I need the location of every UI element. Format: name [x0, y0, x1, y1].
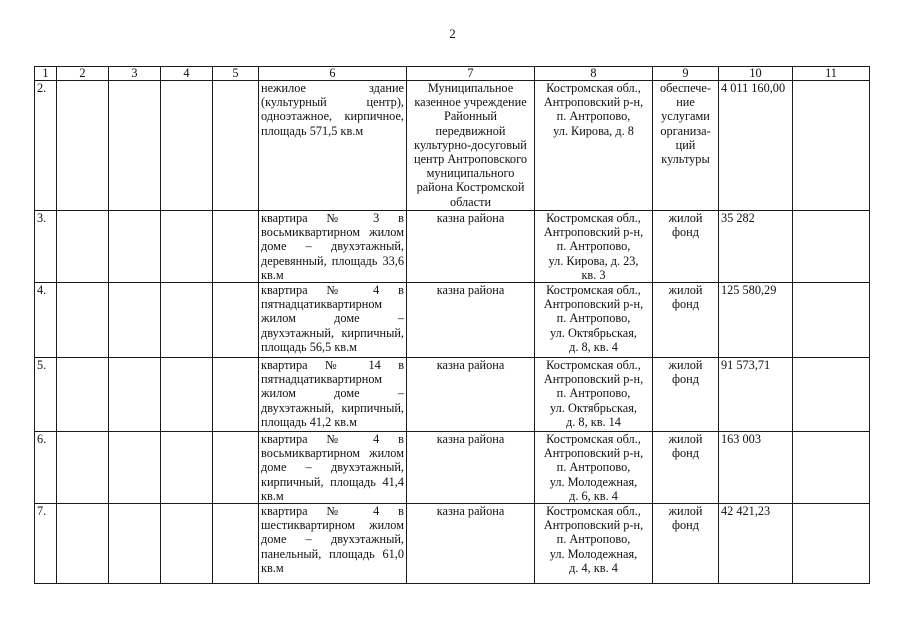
empty-cell-col3	[109, 432, 161, 504]
empty-cell-col4	[161, 504, 213, 584]
column-header-7: 7	[407, 67, 535, 81]
table-row	[35, 211, 870, 283]
property-registry-table	[34, 66, 870, 584]
address-cell-line: Антроповский р-н,	[543, 518, 644, 533]
holder-cell-line: области	[449, 194, 492, 209]
holder-cell-line: казна района	[436, 432, 505, 447]
empty-cell-col2	[57, 283, 109, 358]
row-number-cell: 7.	[35, 504, 57, 584]
address-cell-line: ул. Молодежная,	[549, 546, 638, 561]
empty-cell-col3	[109, 211, 161, 283]
purpose-cell-line: культуры	[661, 152, 710, 167]
purpose-cell	[653, 283, 719, 358]
address-cell-line: Антроповский р-н,	[543, 95, 644, 110]
holder-cell-line: Районный	[443, 109, 498, 124]
address-cell-line: Антроповский р-н,	[543, 446, 644, 461]
purpose-cell-line: ние	[676, 95, 695, 110]
holder-cell	[407, 504, 535, 584]
address-cell-line: кв. 3	[581, 267, 606, 282]
address-cell	[535, 283, 653, 358]
empty-cell-col3	[109, 81, 161, 211]
holder-cell-line: Муниципальное	[427, 81, 514, 95]
empty-cell-col5	[213, 283, 259, 358]
address-cell-line: п. Антропово,	[556, 386, 631, 401]
address-cell-line: ул. Молодежная,	[549, 474, 638, 489]
address-cell-line: д. 8, кв. 14	[566, 414, 621, 429]
value-cell: 35 282	[719, 211, 793, 283]
empty-cell-col2	[57, 504, 109, 584]
property-description-cell: квартира № 4 в шестиквартирном жилом доме – двухэтажный, панельный, площадь 61,0 кв.м	[259, 504, 407, 584]
empty-cell-col11	[793, 358, 870, 432]
purpose-cell-line: обеспече-	[660, 81, 711, 95]
purpose-cell-line: жилой	[668, 211, 703, 225]
address-cell-line: д. 8, кв. 4	[569, 339, 618, 354]
empty-cell-col2	[57, 211, 109, 283]
empty-cell-col3	[109, 358, 161, 432]
column-header-3: 3	[109, 67, 161, 81]
purpose-cell-line: жилой	[668, 358, 703, 373]
purpose-cell	[653, 504, 719, 584]
empty-cell-col4	[161, 432, 213, 504]
holder-cell-line: культурно-досуговый	[414, 137, 527, 152]
property-description-cell: квартира № 4 в пятнадцатиквартирном жилом доме – двухэтажный, кирпичный, площадь 56,5 кв.м	[259, 283, 407, 358]
table-row	[35, 283, 870, 358]
column-header-10: 10	[719, 67, 793, 81]
column-header-1: 1	[35, 67, 57, 81]
empty-cell-col5	[213, 504, 259, 584]
address-cell	[535, 432, 653, 504]
purpose-cell-line: услугами	[661, 109, 710, 124]
empty-cell-col4	[161, 211, 213, 283]
purpose-cell-line: фонд	[672, 225, 699, 240]
address-cell-line: Антроповский р-н,	[543, 372, 644, 387]
column-header-2: 2	[57, 67, 109, 81]
row-number-cell: 4.	[35, 283, 57, 358]
empty-cell-col4	[161, 283, 213, 358]
holder-cell	[407, 358, 535, 432]
address-cell-line: ул. Кирова, д. 23,	[548, 253, 639, 268]
address-cell-line: Костромская обл.,	[546, 81, 641, 95]
column-header-5: 5	[213, 67, 259, 81]
empty-cell-col11	[793, 81, 870, 211]
row-number-cell: 3.	[35, 211, 57, 283]
column-header-9: 9	[653, 67, 719, 81]
value-cell: 4 011 160,00	[719, 81, 793, 211]
table-row	[35, 358, 870, 432]
column-header-4: 4	[161, 67, 213, 81]
empty-cell-col5	[213, 432, 259, 504]
empty-cell-col11	[793, 432, 870, 504]
address-cell	[535, 504, 653, 584]
address-cell-line: Костромская обл.,	[546, 211, 641, 225]
empty-cell-col11	[793, 504, 870, 584]
value-cell: 91 573,71	[719, 358, 793, 432]
address-cell-line: Антроповский р-н,	[543, 225, 644, 240]
holder-cell-line: казна района	[436, 504, 505, 519]
column-header-8: 8	[535, 67, 653, 81]
holder-cell-line: казна района	[436, 283, 505, 298]
address-cell-line: п. Антропово,	[556, 109, 631, 124]
purpose-cell-line: фонд	[672, 372, 699, 387]
property-description-cell: нежилое здание (культурный центр), одноэтажное, кирпичное, площадь 571,5 кв.м	[259, 81, 407, 211]
purpose-cell	[653, 211, 719, 283]
column-header-6: 6	[259, 67, 407, 81]
purpose-cell-line: организа-	[660, 123, 711, 138]
row-number-cell: 5.	[35, 358, 57, 432]
purpose-cell-line: жилой	[668, 283, 703, 298]
property-description-cell: квартира № 14 в пятнадцатиквартирном жилом доме – двухэтажный, кирпичный, площадь 41,2 кв.м	[259, 358, 407, 432]
empty-cell-col2	[57, 358, 109, 432]
purpose-cell-line: фонд	[672, 446, 699, 461]
empty-cell-col5	[213, 211, 259, 283]
holder-cell-line: казенное учреждение	[414, 95, 527, 110]
address-cell-line: п. Антропово,	[556, 311, 631, 326]
address-cell-line: Костромская обл.,	[546, 283, 641, 298]
purpose-cell-line: ций	[675, 137, 696, 152]
table-body	[35, 81, 870, 584]
purpose-cell-line: фонд	[672, 297, 699, 312]
address-cell-line: Антроповский р-н,	[543, 297, 644, 312]
empty-cell-col2	[57, 432, 109, 504]
purpose-cell-line: фонд	[672, 518, 699, 533]
holder-cell	[407, 211, 535, 283]
empty-cell-col3	[109, 283, 161, 358]
address-cell-line: п. Антропово,	[556, 460, 631, 475]
table-row	[35, 81, 870, 211]
empty-cell-col11	[793, 211, 870, 283]
empty-cell-col4	[161, 358, 213, 432]
address-cell-line: ул. Октябрьская,	[550, 400, 637, 415]
address-cell	[535, 81, 653, 211]
holder-cell-line: района Костромской	[416, 180, 525, 195]
empty-cell-col2	[57, 81, 109, 211]
row-number-cell: 6.	[35, 432, 57, 504]
purpose-cell	[653, 432, 719, 504]
table-row	[35, 432, 870, 504]
address-cell-line: Костромская обл.,	[546, 358, 641, 373]
empty-cell-col5	[213, 81, 259, 211]
holder-cell-line: передвижной	[435, 123, 506, 138]
row-number-cell: 2.	[35, 81, 57, 211]
empty-cell-col5	[213, 358, 259, 432]
table-row	[35, 504, 870, 584]
purpose-cell	[653, 81, 719, 211]
address-cell-line: д. 6, кв. 4	[569, 488, 618, 503]
holder-cell-line: центр Антроповского	[414, 152, 527, 167]
value-cell: 125 580,29	[719, 283, 793, 358]
holder-cell-line: муниципального	[426, 166, 515, 181]
address-cell-line: ул. Октябрьская,	[550, 325, 637, 340]
empty-cell-col4	[161, 81, 213, 211]
property-description-cell: квартира № 4 в восьмиквартирном жилом доме – двухэтажный, кирпичный, площадь 41,4 кв.м	[259, 432, 407, 504]
address-cell-line: ул. Кирова, д. 8	[553, 123, 634, 138]
holder-cell-line: казна района	[436, 358, 505, 373]
address-cell	[535, 211, 653, 283]
holder-cell-line: казна района	[436, 211, 505, 225]
page-number: 2	[449, 26, 456, 41]
empty-cell-col3	[109, 504, 161, 584]
holder-cell	[407, 432, 535, 504]
value-cell: 42 421,23	[719, 504, 793, 584]
address-cell	[535, 358, 653, 432]
address-cell-line: п. Антропово,	[556, 532, 631, 547]
address-cell-line: д. 4, кв. 4	[569, 560, 618, 575]
address-cell-line: Костромская обл.,	[546, 504, 641, 519]
holder-cell	[407, 81, 535, 211]
address-cell-line: Костромская обл.,	[546, 432, 641, 447]
property-description-cell: квартира № 3 в восьмиквартирном жилом доме – двухэтажный, деревянный, площадь 33,6 кв.м	[259, 211, 407, 283]
holder-cell	[407, 283, 535, 358]
purpose-cell	[653, 358, 719, 432]
column-header-11: 11	[793, 67, 870, 81]
empty-cell-col11	[793, 283, 870, 358]
purpose-cell-line: жилой	[668, 504, 703, 519]
header-row	[35, 67, 870, 81]
address-cell-line: п. Антропово,	[556, 239, 631, 254]
purpose-cell-line: жилой	[668, 432, 703, 447]
value-cell: 163 003	[719, 432, 793, 504]
